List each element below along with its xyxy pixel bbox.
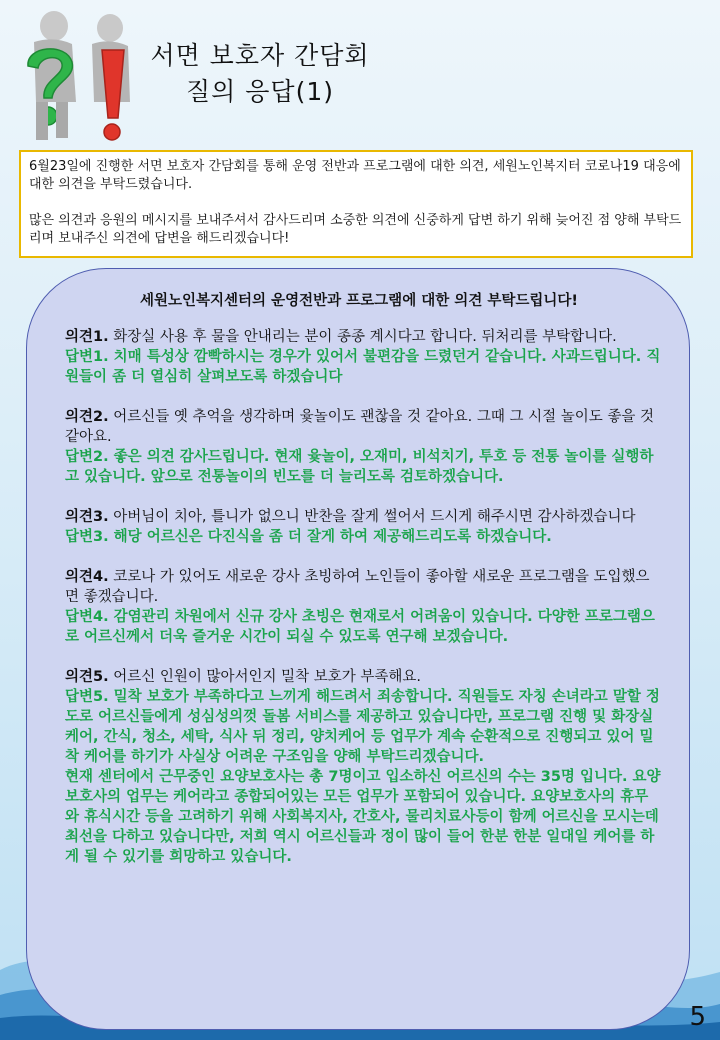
page-number: 5 (689, 1002, 706, 1032)
qa-item-1 (65, 327, 661, 387)
question-text: 아버님이 치아, 틀니가 없으니 반찬을 잘게 썰어서 드시게 해주시면 감사하겠습니다 (108, 509, 636, 525)
question-label: 의견5. (65, 669, 109, 685)
question-exclamation-figure-icon (6, 6, 146, 146)
answer-4: 답변4. 감염관리 차원에서 신규 강사 초빙은 현재로서 어려움이 있습니다. 다양한 프로그램으로 어르신께서 더욱 즐거운 시간이 되실 수 있도록 연구해 보겠습니다. (65, 609, 655, 645)
question-4 (65, 567, 661, 607)
answer-1: 답변1. 치매 특성상 깜빡하시는 경우가 있어서 불편감을 드렸던거 같습니다. 사과드립니다. 직원들이 좀 더 열심히 살펴보도록 하겠습니다 (65, 349, 661, 385)
question-text: 코로나 가 있어도 새로운 강사 초빙하여 노인들이 좋아할 새로운 프로그램을 도입했으면 좋겠습니다. (65, 569, 650, 605)
answer-5: 답변5. 밀착 보호가 부족하다고 느끼게 해드려서 죄송합니다. 직원들도 자칭 손녀라고 말할 정도로 어르신들에게 성심성의껏 돌봄 서비스를 제공하고 있습니다만, 프로그램 진행 및 화장실케어, 간식, 청소, 세탁, 식사 뒤 정리, 양치케어 등 업무가 계속 순환적으로 진행되고 있어 밀착 케어를 하기가 사실상 어려운 구조임을 양해 부탁드리겠습니다. (65, 689, 660, 765)
qa-item-2 (65, 407, 661, 487)
question-text: 어르신들 옛 추억을 생각하며 윷놀이도 괜찮을 것 같아요. 그때 그 시절 놀이도 좋을 것 같아요. (65, 409, 654, 445)
question-label: 의견3. (65, 509, 109, 525)
qa-item-4 (65, 567, 661, 647)
intro-box (19, 150, 693, 258)
answer-2: 답변2. 좋은 의견 감사드립니다. 현재 윷놀이, 오재미, 비석치기, 투호 등 전통 놀이를 실행하고 있습니다. 앞으로 전통놀이의 빈도를 더 늘리도록 검토하겠습니다. (65, 449, 654, 485)
intro-paragraph-2: 많은 의견과 응원의 메시지를 보내주셔서 감사드리며 소중한 의견에 신중하게 답변 하기 위해 늦어진 점 양해 부탁드리며 보내주신 의견에 답변을 해드리겠습니다! (29, 213, 682, 246)
title-line-1: 서면 보호자 간담회 (150, 41, 370, 70)
question-text: 어르신 인원이 많아서인지 밀착 보호가 부족해요. (108, 669, 422, 685)
exclamation-mark-figure-icon (92, 14, 130, 140)
question-3 (65, 507, 661, 527)
answer-5-extra: 현재 센터에서 근무중인 요양보호사는 총 7명이고 입소하신 어르신의 수는 35명 입니다. 요양보호사의 업무는 케어라고 종합되어있는 모든 업무가 포함되어 있습니다. 요양보호사의 휴무와 휴식시간 등을 고려하기 위해 사회복지사, 간호사, 물리치료사등이 함께 어르신을 모시는데 최선을 다하고 있습니다만, 저희 역시 어르신들과 정이 많이 들어 한분 한분 일대일 케어를 하게 될 수 있기를 희망하고 있습니다. (65, 769, 661, 865)
intro-paragraph-1: 6월23일에 진행한 서면 보호자 간담회를 통해 운영 전반과 프로그램에 대한 의견, 세원노인복지터 코로나19 대응에 대한 의견을 부탁드렸습니다. (29, 159, 681, 192)
qa-item-3 (65, 507, 661, 547)
question-text: 화장실 사용 후 물을 안내리는 분이 종종 계시다고 합니다. 뒤처리를 부탁합니다. (108, 329, 617, 345)
title-line-2: 질의 응답(1) (186, 77, 334, 106)
question-label: 의견1. (65, 329, 109, 345)
qa-bubble (26, 268, 690, 1030)
question-label: 의견2. (65, 409, 109, 425)
page-title (140, 38, 380, 110)
question-label: 의견4. (65, 569, 109, 585)
qa-item-5 (65, 667, 661, 867)
qa-heading: 세원노인복지센터의 운영전반과 프로그램에 대한 의견 부탁드립니다! (139, 293, 579, 309)
qa-list (65, 327, 661, 887)
question-5 (65, 667, 661, 687)
question-2 (65, 407, 661, 447)
answer-3: 답변3. 해당 어르신은 다진식을 좀 더 잘게 하여 제공해드리도록 하겠습니다. (65, 529, 552, 545)
question-mark-figure-icon (28, 11, 76, 140)
question-1 (65, 327, 661, 347)
